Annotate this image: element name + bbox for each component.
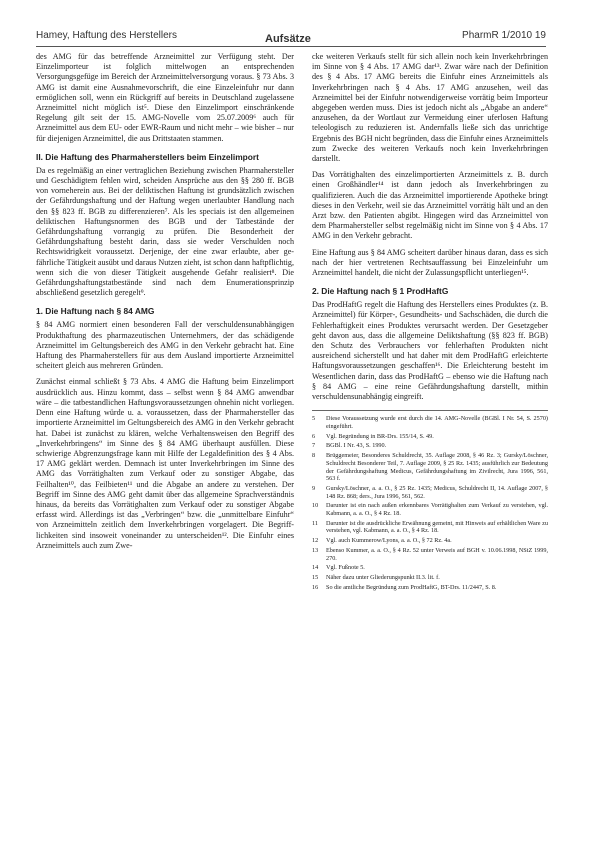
footnote-text: Darunter ist ein nach außen erkennbares Vorrätighalten zum Verkauf zu verstehen, vgl. Kabmann, a. a. O., § 4 Rz. 18.	[326, 502, 548, 518]
footnote-text: Diese Voraussetzung wurde erst durch die 14. AMG-Novelle (BGBl. I Nr. 54, S. 2570) eingeführt.	[326, 415, 548, 430]
footnote	[312, 520, 548, 535]
paragraph: cke weiteren Verkaufs stellt für sich allein noch kein Inverkehrbringen im Sinne von § 4 Abs. 17 AMG dar¹³. Zwar wäre nach der Definition des § 4 Abs. 17 AMG bereits die Einfuhr eines Arzneimittels als Inverkehrbringen nach § 4 Abs. 17 AMG anzusehen, weil das Arzneimittel bei der Einfuhr notwendigerweise vorrätig beim Importeur abgegeben werden muss. Dies ist jedoch nicht als „Abgabe an andere“ anzusehen, da der Wortlaut zur Vermeidung einer uferlosen Haftung teleologisch zu reduzieren ist. Andernfalls ließe sich das unrichtige Ergebnis des BGH nicht begründen, dass die Einfuhr eines Arzneimittels zum Zwecke des weiteren Verkaufs noch kein Inverkehrbringen darstellt.	[312, 52, 548, 164]
footnote	[312, 574, 548, 582]
paragraph: Zunächst einmal schließt § 73 Abs. 4 AMG die Haftung beim Einzelimport ausdrücklich aus. Hinzu kommt, dass – selbst wenn § 84 AMG anwendbar wäre – die tatbestandlichen Haftungsvoraussetzungen ohnehin nicht vorliegen. Denn eine Haftung würde u. a. voraussetzen, dass der Pharmahersteller das importierte Arzneimittel im Geltungsbereich des AMG in den Verkehr gebracht hat. Dabei ist zunächst zu klären, welche Verhaltensweisen den Begriff des „Inverkehrbringens“ im Sinne des § 84 AMG überhaupt ausfüllen. Diese schwierige Abgrenzungsfrage kann mit Hilfe der Legaldefinition des § 4 Abs. 17 AMG geklärt werden. Demnach ist unter Inverkehrbringen im Sinne des AMG das Vorrätighalten zum Verkauf oder zu sonstiger Abgabe, das Feilhalten¹⁰, das Feilbieten¹¹ und die Abgabe an andere zu verstehen. Der Begriff im Sinne des AMG geht damit über das allgemeine Sprachverständnis hinaus, da bereits das Vorrätighalten zum Verkauf oder zu sonstiger Abgabe erfasst wird. Allerdings ist das „Verbringen“ bzw. die „unmittelbare Einfuhr“ von Arzneimitteln zeitlich dem Inverkehrbringen vorgelagert. Die Begrifflichkeiten sind insoweit voneinander zu unterscheiden¹². Die Einfuhr eines Arzneimittels auch zum Zwe-	[36, 377, 294, 550]
footnote-number: 15	[312, 573, 319, 581]
footnote-number: 12	[312, 537, 319, 545]
paragraph: Da es regelmäßig an einer vertraglichen Beziehung zwischen Pharmahersteller und Geschädigtem fehlen wird, scheiden Ansprüche aus den §§ 280 ff. BGB von vorneherein aus. Bei der deliktischen Haftung ist grundsätzlich zwischen der Gefährdungshaftung und der Haftung wegen unerlaubter Handlung nach den §§ 823 ff. BGB zu differenzieren⁷. Als les speciais ist den allgemeinen deliktischen Haftungsnormen des BGB und der Tatbestände der Gefährdungshaftung vorrangig zu prüfen. Die Besonderheit der Gefährdungshaftung besteht darin, dass sie weder Verschulden noch Rechtswidrigkeit voraussetzt. Derjenige, der eine zwar erlaubte, aber gefährliche Tätigkeit ausübt und daraus Nutzen zieht, ist schon dann haftpflichtig, wenn sich die von dieser Tätigkeit ausgehende Gefahr realisiert⁸. Die Gefährdungshaftungstatbestände sind nach dem Enumerationsprinzip abschließend gesetzlich geregelt⁹.	[36, 165, 294, 298]
footnote-text: Vgl. Fußnote 5.	[326, 564, 365, 572]
footnote-text: Ebenso Kummer, a. a. O., § 4 Rz. 52 unter Verweis auf BGH v. 10.06.1998, NStZ 1999, 270.	[326, 546, 548, 562]
footnote-number: 10	[312, 502, 319, 510]
paragraph: § 84 AMG normiert einen besonderen Fall der verschuldensunabhängigen Produkthaftung des pharmazeutischen Unternehmers, der das schädigende Arzneimittel im Geltungsbereich des AMG in den Verkehr gebracht hat. Eine Haftung des Pharmaherstellers für aus dem Ausland importierte Arzneimittel scheitert gleich aus mehreren Gründen.	[36, 320, 294, 371]
footnote-text: So die amtliche Begründung zum ProdHaftG, BT-Drs. 11/2447, S. 8.	[326, 583, 497, 591]
footnote	[312, 502, 548, 517]
journal-page-number: PharmR 1/2010 19	[462, 30, 546, 41]
footnote-number: 7	[312, 442, 316, 450]
header-rule	[36, 46, 546, 47]
right-column	[312, 52, 548, 593]
footnote-number: 13	[312, 546, 319, 554]
footnote	[312, 485, 548, 500]
running-header-left: Hamey, Haftung des Herstellers	[36, 30, 177, 41]
paragraph: Eine Haftung aus § 84 AMG scheitert darüber hinaus daran, dass es sich nach der hier vertretenen Rechtsauffassung bei Einzeleinfuhr um Arzneimittel handelt, die nicht der Zulassungspflicht unterliegen¹⁵.	[312, 247, 548, 278]
footnote-number: 14	[312, 564, 319, 572]
footnote-text: Darunter ist die ausdrückliche Erwähnung gemeint, mit Hinweis auf erhältlichen Ware zu verstehen, vgl. Kabmann, a. a. O., § 4 Rz. 18.	[326, 519, 548, 535]
section-heading: II. Die Haftung des Pharmaherstellers beim Einzelimport	[36, 151, 259, 162]
footnote-text: Vgl. auch Kummerow/Lyons, a. a. O., § 72 Rz. 4a.	[326, 537, 452, 545]
footnote	[312, 547, 548, 562]
footnote-number: 11	[312, 519, 318, 527]
footnote-number: 6	[312, 432, 316, 440]
footnote-number: 16	[312, 583, 319, 591]
footnote	[312, 415, 548, 430]
footnote	[312, 433, 548, 441]
footnote-number: 5	[312, 415, 316, 423]
footnote-rule	[312, 410, 548, 411]
subsection-heading: 2. Die Haftung nach § 1 ProdHaftG	[312, 286, 449, 297]
footnote	[312, 442, 548, 450]
footnote	[312, 584, 548, 592]
footnote-text: Gursky/Löschner, a. a. O., § 25 Rz. 1435; Medicus, Schuldrecht II, 14. Auflage 2007, § 148 Rz. 868; ders., Jura 1996, 561, 562.	[326, 484, 548, 500]
paragraph: des AMG für das betreffende Arzneimittel zur Verfügung steht. Der Einzelimporteur ist folglich mittelwogen an entsprechenden Versorgungsgefüge im Bereich der Arzneimittelversorgung voraus. § 73 Abs. 3 AMG ist damit eine Ausnahmevorschrift, die eine Einzeleinfuhr nur dann ermöglichen soll, wenn ein Rückgriff auf bereits in Deutschland zugelassene Arzneimittel nicht möglich ist⁵. Diese den Einzelimport einschränkende Regelung gilt seit der 15. AMG-Novelle vom 25.07.2009⁶ auch für Arzneimittel aus dem EU- oder EWR-Raum und nicht mehr – wie bisher – nur für diejenigen Arzneimittel, die aus Drittstaaten stammen.	[36, 52, 294, 143]
footnote-text: Näher dazu unter Gliederungspunkt II.3. lit. f.	[326, 573, 440, 581]
section-label: Aufsätze	[265, 33, 311, 45]
footnote-number: 9	[312, 484, 316, 492]
paragraph: Das Vorrätighalten des einzelimportierten Arzneimittels z. B. durch einen Großhändler¹⁴ ist dann jedoch als Inverkehrbringen zu qualifizieren. Auch die das Arzneimittel importierende Apotheke bringt dieses in den Verkehr, weil sie das Arzneimittel vorrätig hält und an den Arzt bzw. den Patienten abgibt. Hingegen wird das Arzneimittel von dem Pharmahersteller selbst regelmäßig nicht im Sinne von § 4 Abs. 17 AMG in den Verkehr gebracht.	[312, 170, 548, 241]
footnote-number: 8	[312, 452, 316, 460]
footnote-text: BGBl. I Nr. 43, S. 1990.	[326, 442, 387, 450]
left-column	[36, 52, 294, 557]
footnote	[312, 564, 548, 572]
subsection-heading: 1. Die Haftung nach § 84 AMG	[36, 306, 155, 317]
footnote-text: Brüggemeier, Besonderes Schuldrecht, 35. Auflage 2008, § 46 Rz. 3; Gursky/Löschner, Schuldrecht Besonderer Teil, 7. Auflage 2009, § 25 Rz. 1435; ausführlich zur Bedeutung der Gefährdungshaftung Medicus, Gefährdungshaftung im Zivilrecht, Jura 1996, 561, 563 f.	[326, 452, 548, 483]
footnote	[312, 452, 548, 483]
footnotes	[312, 415, 548, 591]
footnote-text: Vgl. Begründung in BR-Drs. 155/14, S. 49.	[326, 432, 434, 440]
paragraph: Das ProdHaftG regelt die Haftung des Herstellers eines Produktes (z. B. Arzneimittel) für Körper-, Gesundheits- und Sachschäden, die durch die Fehlerhaftigkeit eines Produktes verursacht werden. Der Gesetzgeber geht davon aus, dass die allgemeine Deliktshaftung (§§ 823 ff. BGB) den Schutz des Verbrauchers vor fehlerhaften Produkten nicht ausreichend sicherstellt und hat daher mit dem ProdHaftG erleichterte Haftungsvoraussetzungen geschaffen¹⁶. Die Erleichterung besteht im Wesentlichen darin, dass das ProdHaftG – ebenso wie die Haftung nach § 84 AMG – eine reine Gefährdungshaftung darstellt, mithin verschuldensunabhängig eingreift.	[312, 300, 548, 402]
footnote	[312, 537, 548, 545]
